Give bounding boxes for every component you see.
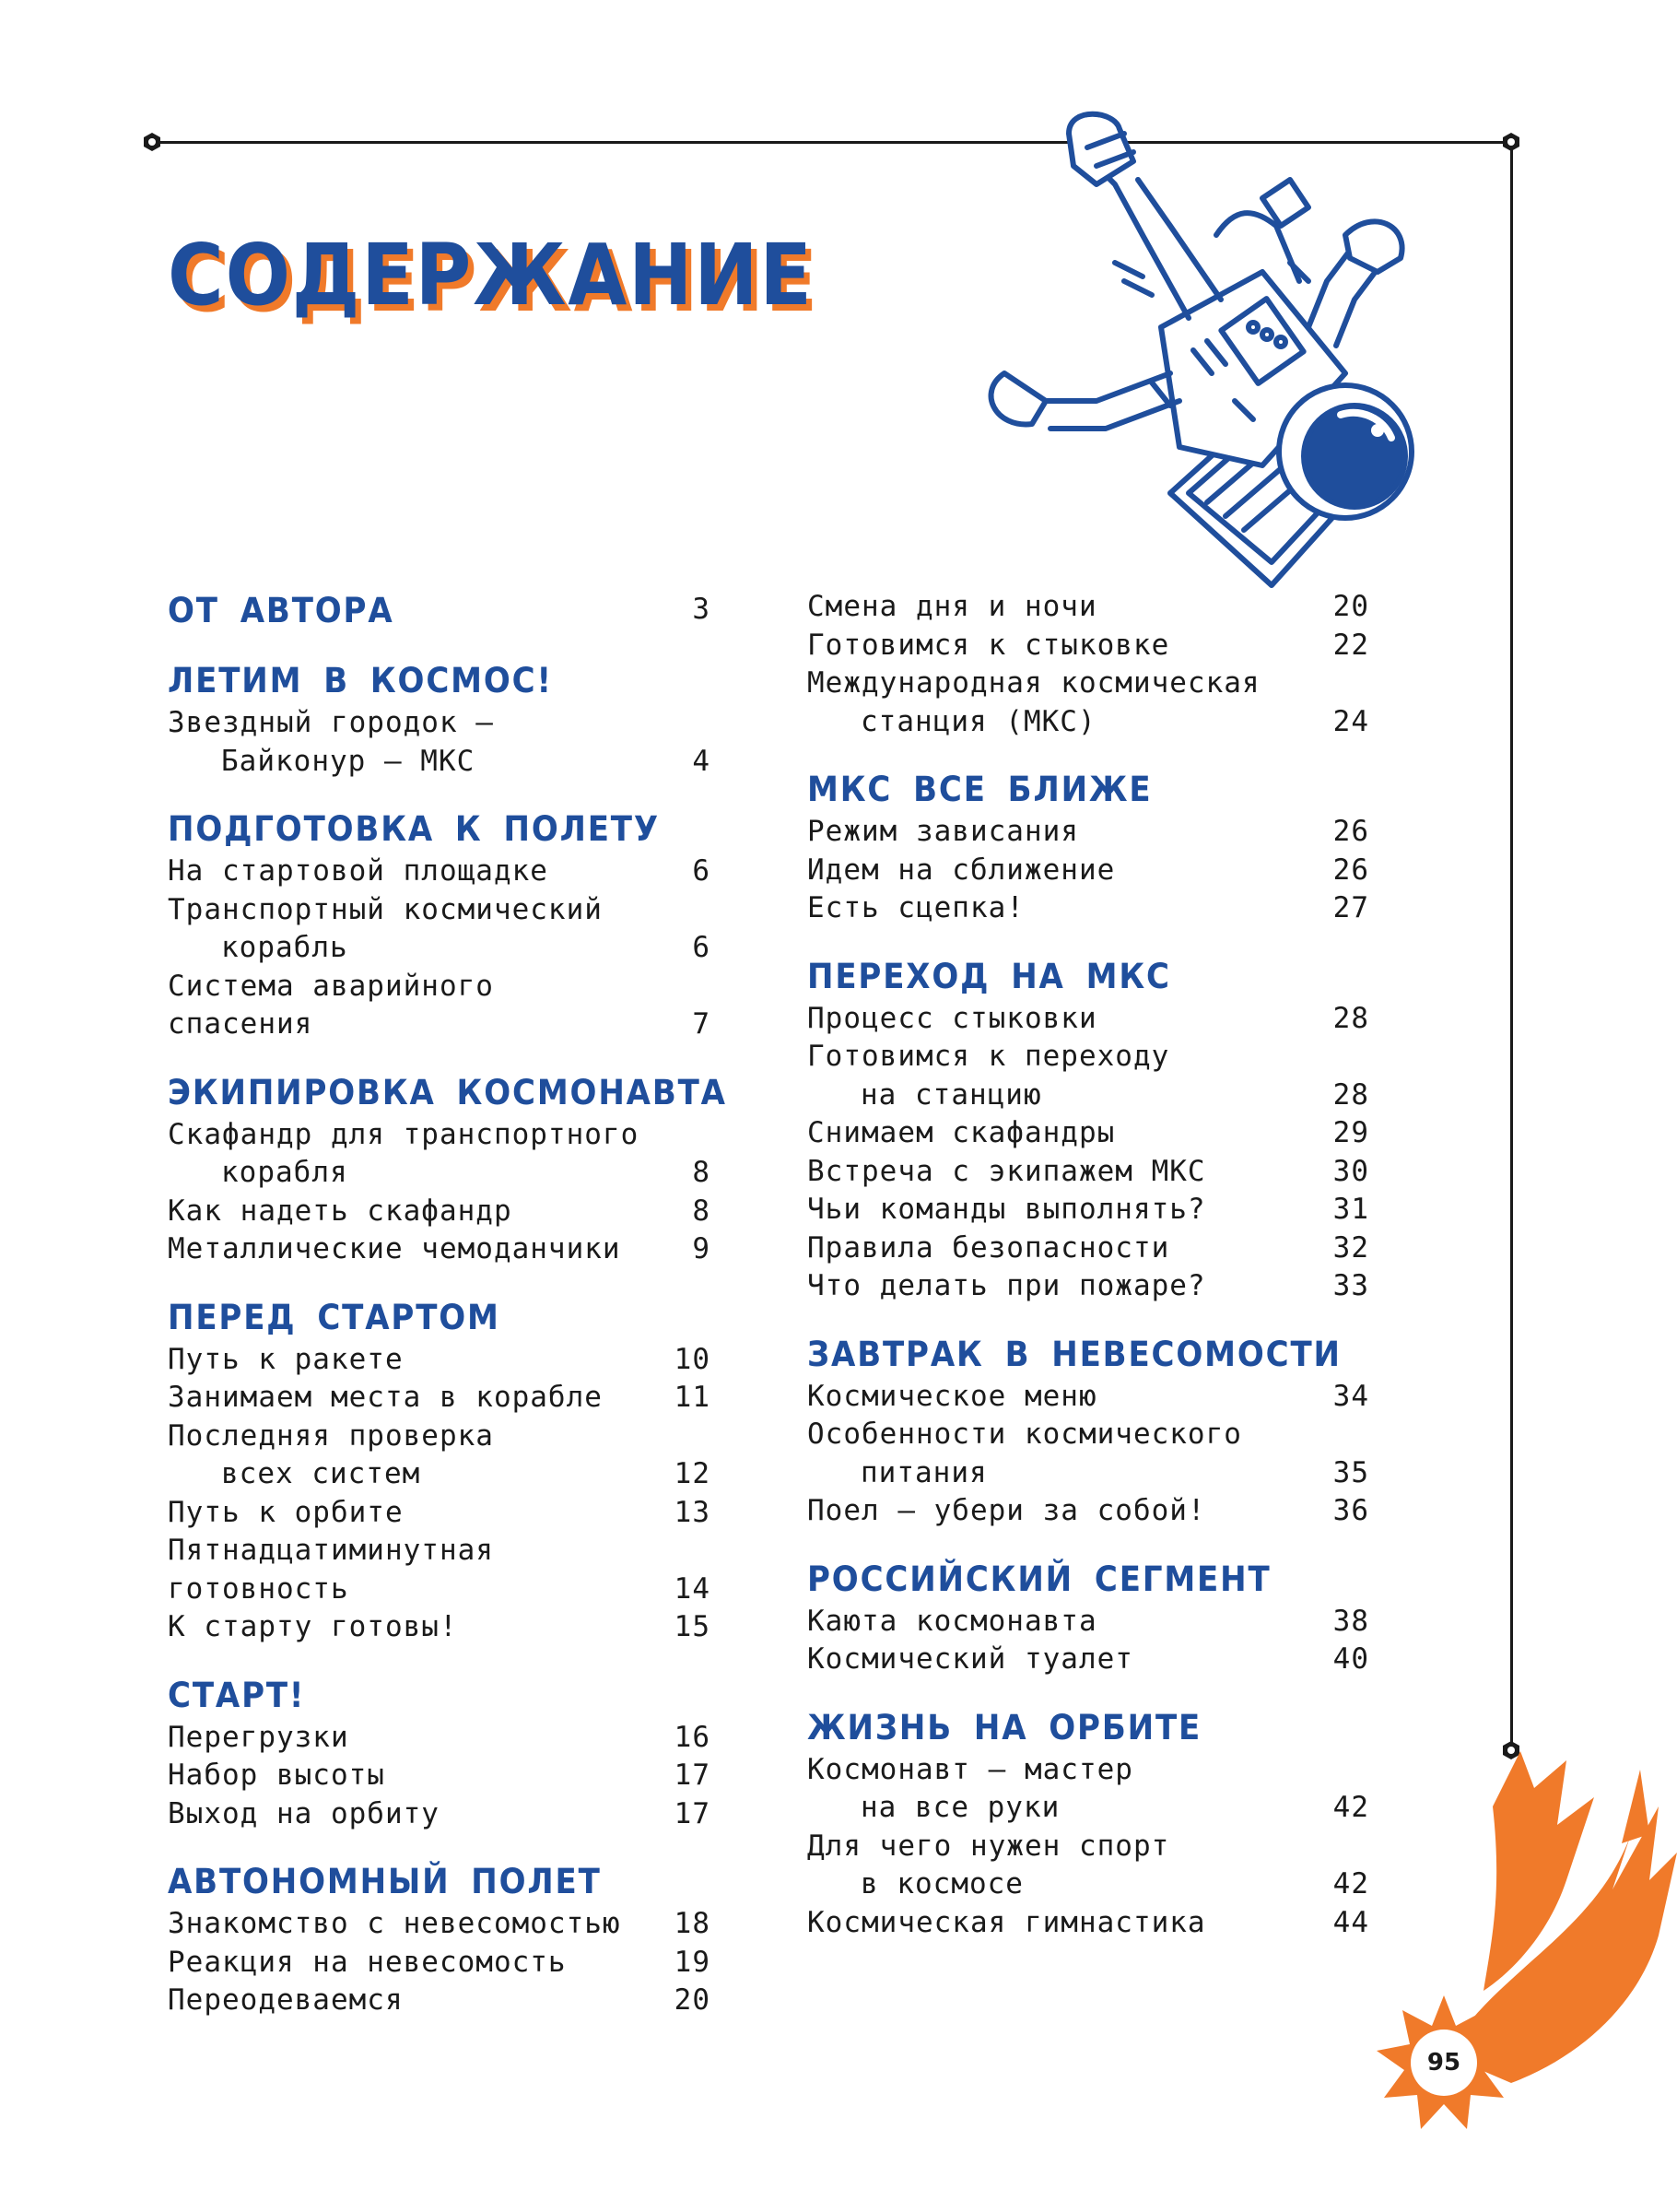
- toc-page-number: 26: [1332, 853, 1369, 887]
- toc-section-heading[interactable]: ЗАВТРАК В НЕВЕСОМОСТИ: [807, 1334, 1342, 1374]
- toc-section-heading[interactable]: ЛЕТИМ В КОСМОС!: [168, 661, 553, 700]
- toc-section-heading[interactable]: ЖИЗНЬ НА ОРБИТЕ: [807, 1707, 1202, 1747]
- toc-right-column: [807, 588, 1369, 1970]
- toc-entry[interactable]: [807, 1000, 1369, 1039]
- toc-entry-label-cont: питания: [861, 1455, 988, 1489]
- toc-entry-label: Знакомство с невесомостью: [168, 1907, 621, 1940]
- toc-page-number: 36: [1332, 1494, 1369, 1527]
- toc-entry-label-cont: на станцию: [861, 1077, 1042, 1112]
- toc-entry[interactable]: [168, 704, 716, 781]
- toc-page-number: 17: [674, 1759, 710, 1792]
- toc-entry-label: Космическое меню: [807, 1379, 1097, 1413]
- toc-section: [807, 956, 1369, 1306]
- page-number: 95: [1426, 2049, 1461, 2077]
- toc-page-number: 10: [674, 1342, 710, 1376]
- toc-entry[interactable]: [807, 1492, 1369, 1531]
- hex-nut-icon: [142, 132, 162, 152]
- toc-entry-label: Правила безопасности: [807, 1230, 1170, 1265]
- toc-page-number: 44: [1332, 1905, 1369, 1939]
- toc-page-number: 28: [1332, 1077, 1369, 1112]
- toc-entry-label: На стартовой площадке: [168, 854, 548, 888]
- toc-entry-label-cont: всех систем: [221, 1457, 421, 1490]
- toc-entry-label: Перегрузки: [168, 1720, 349, 1754]
- toc-page-number: 20: [674, 1983, 710, 2017]
- toc-page-number: 30: [1332, 1154, 1369, 1188]
- toc-entry[interactable]: [807, 1603, 1369, 1641]
- toc-page-number: 32: [1332, 1230, 1369, 1265]
- toc-page-number: 4: [692, 744, 710, 778]
- toc-section-heading[interactable]: МКС ВСЕ БЛИЖЕ: [807, 770, 1153, 809]
- toc-entry-label: Снимаем скафандры: [807, 1116, 1116, 1149]
- toc-section: [168, 1072, 727, 1269]
- toc-page-number: 3: [692, 592, 710, 626]
- toc-page-number: 15: [674, 1610, 710, 1643]
- toc-entry[interactable]: [168, 1379, 716, 1418]
- toc-page-number: 38: [1332, 1604, 1369, 1638]
- frame-right-line: [1510, 141, 1513, 1750]
- toc-page-number: 42: [1332, 1791, 1369, 1824]
- toc-entry-label: Есть сцепка!: [807, 891, 1025, 924]
- toc-section: [807, 588, 1369, 741]
- toc-entry[interactable]: [168, 1608, 716, 1647]
- toc-entry-label: Выход на орбиту: [168, 1796, 440, 1830]
- toc-entry[interactable]: [807, 889, 1369, 928]
- toc-page-number: 18: [674, 1907, 710, 1940]
- toc-entry-label: Процесс стыковки: [807, 1001, 1097, 1035]
- toc-page-number: 26: [1332, 815, 1369, 848]
- toc-entry-label: Реакция на невесомость: [168, 1945, 567, 1979]
- toc-entry-label: Каюта космонавта: [807, 1604, 1097, 1638]
- toc-entry[interactable]: [807, 1038, 1369, 1114]
- toc-entry[interactable]: [807, 1191, 1369, 1230]
- toc-entry-label: Пятнадцатиминутная готовность: [168, 1534, 494, 1606]
- toc-page-number: 19: [674, 1945, 710, 1979]
- toc-entry-label: Идем на сближение: [807, 853, 1116, 887]
- toc-section-heading[interactable]: ПОДГОТОВКА К ПОЛЕТУ: [168, 809, 660, 849]
- toc-entry[interactable]: [168, 1905, 716, 1944]
- toc-entry-label: Что делать при пожаре?: [807, 1269, 1206, 1302]
- toc-entry-label: Как надеть скафандр: [168, 1194, 512, 1228]
- hex-nut-icon: [1501, 132, 1521, 152]
- toc-entry-label: Путь к орбите: [168, 1495, 404, 1529]
- toc-entry[interactable]: [807, 1267, 1369, 1306]
- toc-entry[interactable]: [168, 1757, 716, 1795]
- toc-page-number: 7: [692, 1007, 710, 1041]
- toc-entry-label-cont: станция (МКС): [861, 704, 1096, 738]
- toc-section: [168, 808, 716, 1044]
- toc-page-number: 40: [1332, 1642, 1369, 1676]
- toc-entry-label: Готовимся к переходу: [807, 1040, 1170, 1073]
- toc-page-number: 6: [692, 854, 710, 888]
- toc-section: [807, 1559, 1369, 1679]
- toc-entry-label-cont: корабль: [221, 931, 348, 964]
- toc-entry-label: Звездный городок —: [168, 706, 494, 739]
- page-title: СОДЕРЖАНИЕ: [168, 226, 814, 324]
- toc-section: [168, 1675, 716, 1834]
- toc-page-number: 8: [692, 1194, 710, 1228]
- toc-page-number: 33: [1332, 1269, 1369, 1302]
- toc-entry[interactable]: [168, 891, 716, 968]
- toc-entry[interactable]: [807, 1828, 1369, 1904]
- toc-entry[interactable]: [807, 1230, 1369, 1268]
- toc-page-number: 20: [1332, 590, 1369, 623]
- toc-entry[interactable]: [168, 1230, 716, 1269]
- toc-entry[interactable]: [807, 1114, 1369, 1153]
- toc-section-heading[interactable]: РОССИЙСКИЙ СЕГМЕНТ: [807, 1559, 1272, 1599]
- toc-entry[interactable]: [168, 1532, 716, 1608]
- toc-entry-label: Транспортный космический: [168, 892, 603, 926]
- toc-section-heading[interactable]: СТАРТ!: [168, 1675, 306, 1715]
- toc-entry-label-cont: Байконур — МКС: [221, 744, 475, 778]
- toc-page-number: 42: [1332, 1867, 1369, 1900]
- toc-page-number: 14: [674, 1571, 710, 1606]
- toc-entry-label: Скафандр для транспортного: [168, 1117, 639, 1151]
- toc-entry[interactable]: [168, 1193, 716, 1231]
- toc-page-number: 16: [674, 1720, 710, 1754]
- toc-entry-label: Чьи команды выполнять?: [807, 1193, 1206, 1226]
- toc-section-heading[interactable]: ПЕРЕХОД НА МКС: [807, 956, 1171, 996]
- toc-page-number: 13: [674, 1495, 710, 1529]
- toc-section: [168, 1297, 716, 1647]
- toc-page-number: 31: [1332, 1193, 1369, 1226]
- toc-page-number: 12: [674, 1457, 710, 1490]
- toc-section: [168, 590, 716, 632]
- toc-entry-label: Поел — убери за собой!: [807, 1494, 1206, 1527]
- toc-entry[interactable]: [807, 1378, 1369, 1417]
- toc-page-number: 6: [692, 931, 710, 964]
- toc-entry-label: Встреча с экипажем МКС: [807, 1154, 1206, 1188]
- toc-entry-label-cont: на все руки: [861, 1791, 1061, 1824]
- toc-entry-label: Последняя проверка: [168, 1418, 494, 1453]
- toc-entry-label: Металлические чемоданчики: [168, 1232, 621, 1265]
- toc-entry-label: Набор высоты: [168, 1759, 385, 1792]
- toc-entry[interactable]: [807, 588, 1369, 627]
- toc-page-number: 34: [1332, 1379, 1369, 1413]
- toc-section-heading[interactable]: АВТОНОМНЫЙ ПОЛЕТ: [168, 1862, 602, 1901]
- toc-entry-label: Занимаем места в корабле: [168, 1381, 603, 1414]
- toc-section-heading[interactable]: ПЕРЕД СТАРТОМ: [168, 1297, 500, 1337]
- toc-page-number: 11: [674, 1381, 710, 1414]
- toc-entry-label: Режим зависания: [807, 815, 1079, 848]
- toc-entry-label: Особенности космического: [807, 1418, 1242, 1451]
- toc-entry-label: Для чего нужен спорт: [807, 1829, 1170, 1863]
- toc-section: [168, 660, 716, 781]
- toc-section: [168, 1861, 716, 2020]
- toc-page-number: 29: [1332, 1116, 1369, 1149]
- toc-entry[interactable]: [168, 1719, 716, 1758]
- toc-section: [807, 769, 1369, 928]
- toc-page-number: 28: [1332, 1001, 1369, 1035]
- toc-entry[interactable]: [168, 1116, 716, 1193]
- toc-entry[interactable]: [807, 852, 1369, 890]
- astronaut-illustration: [958, 97, 1419, 613]
- toc-section: [807, 1707, 1369, 1943]
- toc-entry[interactable]: [168, 1494, 716, 1533]
- toc-section-heading[interactable]: ОТ АВТОРА: [168, 591, 394, 630]
- toc-page-number: 27: [1332, 891, 1369, 924]
- toc-entry-label: К старту готовы!: [168, 1610, 458, 1643]
- toc-entry[interactable]: [168, 1341, 716, 1380]
- toc-page-number: 9: [692, 1232, 710, 1265]
- toc-entry-label: Космическая гимнастика: [807, 1905, 1206, 1939]
- toc-entry-label-cont: корабля: [221, 1156, 348, 1189]
- toc-page-number: 8: [692, 1156, 710, 1189]
- toc-section-heading[interactable]: ЭКИПИРОВКА КОСМОНАВТА: [168, 1072, 727, 1112]
- toc-entry-label: Смена дня и ночи: [807, 590, 1097, 623]
- toc-entry[interactable]: [168, 1418, 716, 1494]
- toc-page-number: 35: [1332, 1455, 1369, 1489]
- toc-entry[interactable]: [807, 627, 1369, 665]
- toc-page-number: 17: [674, 1796, 710, 1830]
- toc-entry-label: Космический туалет: [807, 1642, 1133, 1676]
- toc-entry-label: Система аварийного спасения: [168, 969, 494, 1041]
- toc-entry[interactable]: [807, 1641, 1369, 1679]
- toc-entry[interactable]: [168, 853, 716, 891]
- toc-entry[interactable]: [807, 665, 1369, 741]
- toc-section: [807, 1334, 1369, 1531]
- toc-entry[interactable]: [168, 968, 716, 1044]
- toc-entry[interactable]: [168, 1944, 716, 1983]
- toc-entry[interactable]: [168, 1795, 716, 1834]
- toc-entry[interactable]: [807, 1416, 1369, 1492]
- toc-entry[interactable]: [807, 1153, 1369, 1192]
- toc-entry-label: Готовимся к стыковке: [807, 628, 1170, 662]
- toc-left-column: [168, 590, 727, 2048]
- toc-entry-label-cont: в космосе: [861, 1867, 1024, 1900]
- toc-page-number: 24: [1332, 704, 1369, 738]
- toc-entry-label: Переодеваемся: [168, 1983, 404, 2017]
- toc-entry-label: Космонавт — мастер: [807, 1752, 1133, 1786]
- toc-entry[interactable]: [807, 813, 1369, 852]
- toc-page-number: 22: [1332, 628, 1369, 662]
- toc-entry[interactable]: [807, 1751, 1369, 1828]
- toc-entry-label: Путь к ракете: [168, 1342, 404, 1376]
- toc-entry[interactable]: [168, 1982, 716, 2020]
- toc-entry[interactable]: [807, 1904, 1369, 1943]
- toc-entry-label: Международная космическая: [807, 666, 1261, 700]
